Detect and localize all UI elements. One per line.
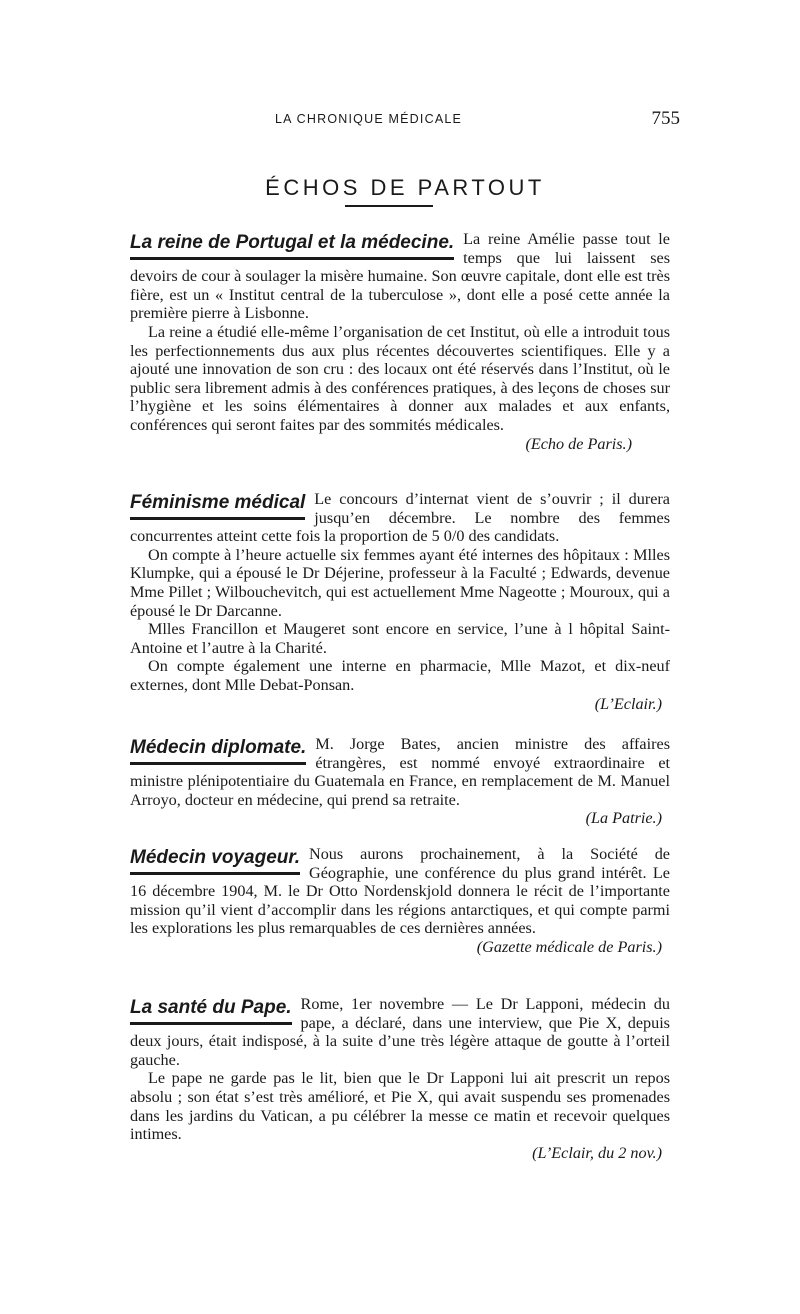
article-medecin-voyageur [130, 845, 670, 957]
article-body [130, 845, 670, 957]
article-paragraph: M. Jorge Bates, ancien ministre des affaires étrangères, est nommé envoyé extraordinaire et ministre plénipotentiaire du Guatemala en France, en remplacement de M. Manuel Arroyo, docteur en médecine, qui prend sa retraite. [130, 735, 670, 809]
article-title: La reine de Portugal et la médecine. [130, 230, 454, 260]
article-source: (Echo de Paris.) [525, 434, 632, 453]
article-paragraph: Le concours d’internat vient de s’ouvrir ; il durera jusqu’en décembre. Le nombre des femmes concurrentes atteint cette fois la proportion de 5 0/0 des candidats. [130, 490, 670, 546]
article-source: (Gazette médicale de Paris.) [476, 937, 662, 956]
article-body [130, 230, 670, 453]
article-source: (L’Eclair, du 2 nov.) [532, 1143, 662, 1162]
article-title: Médecin diplomate. [130, 735, 306, 765]
article-body [130, 735, 670, 828]
page-number: 755 [651, 108, 680, 129]
article-feminisme-medical [130, 490, 670, 713]
article-title: La santé du Pape. [130, 995, 292, 1025]
running-head [130, 108, 680, 132]
article-medecin-diplomate [130, 735, 670, 828]
article-paragraph: On compte à l’heure actuelle six femmes ayant été internes des hôpitaux : Mlles Klumpke, qui a épousé le Dr Déjerine, professeur à la Faculté ; Edwards, devenue Mme Pillet ; Wilbouchevitch, qui est actuellement Mme Nageotte ; Mouroux, qui a épousé le Dr Darcanne. [130, 545, 670, 620]
article-paragraph: On compte également une interne en pharmacie, Mlle Mazot, et dix-neuf externes, dont Mlle Debat-Ponsan. [130, 657, 670, 694]
article-paragraph: Nous aurons prochainement, à la Société de Géographie, une conférence du plus grand intérêt. Le 16 décembre 1904, M. le Dr Otto Nordenskjold donnera le récit de l’importante mission qu’il vient d’accomplir dans les régions antarctiques, et qui compte parmi les explorations les plus remarquables de ces dernières années. [130, 845, 670, 938]
article-paragraph: Mlles Francillon et Maugeret sont encore en service, l’une à l hôpital Saint-Antoine et l’autre à la Charité. [130, 620, 670, 657]
article-body [130, 995, 670, 1162]
article-title: Féminisme médical [130, 490, 305, 520]
article-body [130, 490, 670, 713]
article-sante-pape [130, 995, 670, 1162]
running-title: LA CHRONIQUE MÉDICALE [275, 112, 463, 126]
article-source: (La Patrie.) [585, 809, 662, 828]
title-rule [345, 205, 433, 207]
section-title: ÉCHOS DE PARTOUT [265, 174, 545, 200]
article-reine-portugal [130, 230, 670, 453]
article-title: Médecin voyageur. [130, 845, 300, 875]
article-paragraph: Le pape ne garde pas le lit, bien que le Dr Lapponi lui ait prescrit un repos absolu ; son état s’est très amélioré, et Pie X, qui avait suspendu ses promenades dans les jardins du Vatican, a pu célébrer la messe ce matin et recevoir quelques intimes. [130, 1069, 670, 1144]
article-source: (L’Eclair.) [594, 694, 662, 713]
article-paragraph: La reine Amélie passe tout le temps que lui laissent ses devoirs de cour à soulager la misère humaine. Son œuvre capitale, dont elle est très fière, est un « Institut central de la tuberculose », dont elle a posé cette année la première pierre à Lisbonne. [130, 230, 670, 323]
article-paragraph: Rome, 1er novembre — Le Dr Lapponi, médecin du pape, a déclaré, dans une interview, que Pie X, depuis deux jours, était indisposé, à la suite d’une très légère attaque de goutte à l’orteil gauche. [130, 995, 670, 1069]
article-paragraph: La reine a étudié elle-même l’organisation de cet Institut, où elle a introduit tous les perfectionnements dus aux plus récentes découvertes scientifiques. Elle y a ajouté une innovation de son cru : des locaux ont été réservés dans l’Institut, où le public sera librement admis à des conférences pratiques, à des leçons de choses sur l’hygiène et les soins élémentaires à donner aux malades et aux enfants, conférences qui seront faites par des sommités médicales. [130, 322, 670, 434]
